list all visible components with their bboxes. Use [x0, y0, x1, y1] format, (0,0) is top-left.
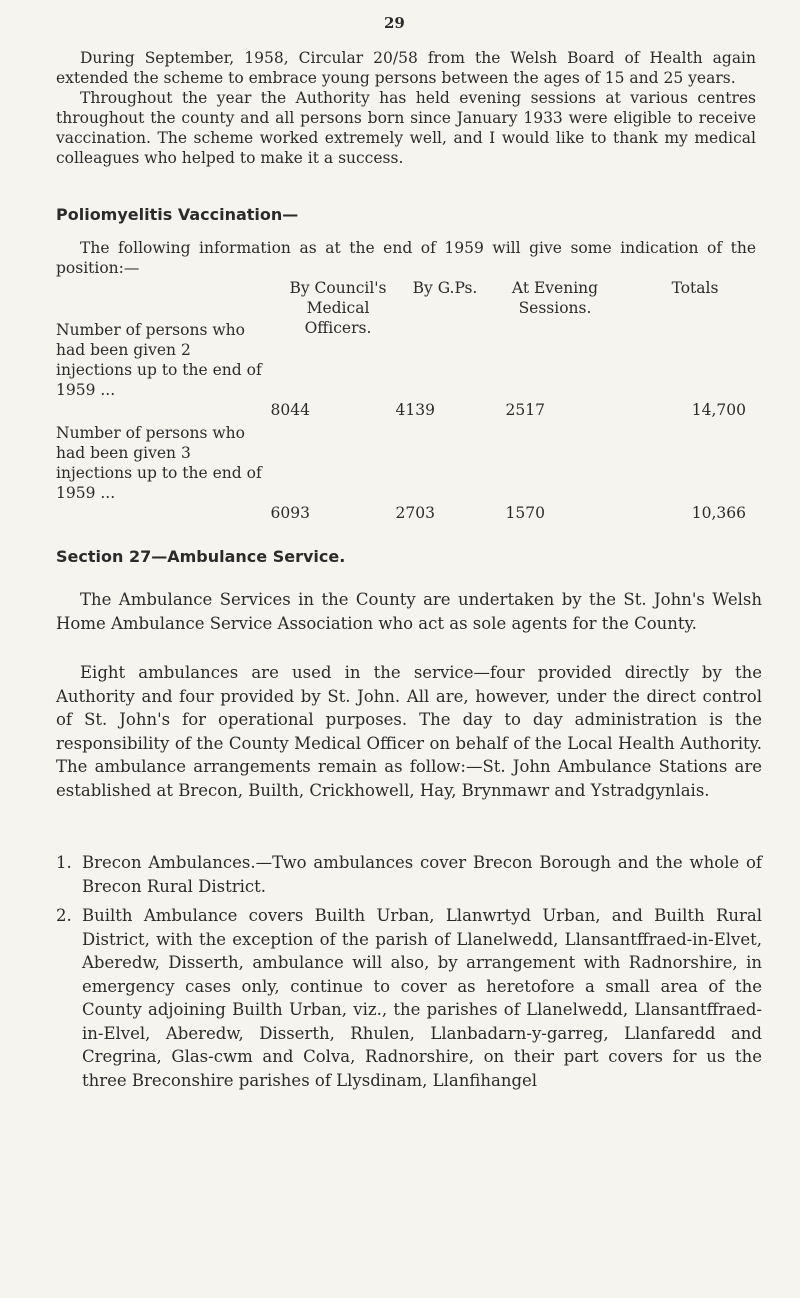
table-cell: 4139	[395, 401, 435, 419]
table-cell: 2517	[505, 401, 545, 419]
list-item-number: 1.	[56, 853, 72, 872]
table-cell: 1570	[505, 504, 545, 522]
table-cell: 2703	[395, 504, 435, 522]
polio-intro: The following information as at the end of 1959 will give some indication of the position:—	[56, 239, 756, 277]
list-item	[56, 904, 762, 1092]
list-item-text: Brecon Ambulances.—Two ambulances cover Brecon Borough and the whole of Brecon Rural District.	[82, 853, 762, 896]
ambulance-paragraph-2: Eight ambulances are used in the service—four provided directly by the Authority and four provided by St. John. All are, however, under the direct control of St. John's for operational purposes. The day to day administration is the responsibility of the County Medical Officer on behalf of the Local Health Authority. The ambulance arrangements remain as follow:—St. John Ambulance Stations are established at Brecon, Builth, Crickhowell, Hay, Brynmawr and Ystradgynlais.	[56, 663, 762, 800]
table-cell: 8044	[270, 401, 310, 419]
intro-paragraph-2: Throughout the year the Authority has held evening sessions at various centres throughout the county and all persons born since January 1933 were eligible to receive vaccination. The scheme worked extremely well, and I would like to thank my medical colleagues who helped to make it a success.	[56, 89, 756, 167]
table-cell: 6093	[270, 504, 310, 522]
list-item-text: Builth Ambulance covers Builth Urban, Llanwrtyd Urban, and Builth Rural District, with the exception of the parish of Llanelwedd, Llansantffraed-in-Elvet, Aberedw, Disserth, ambulance will also, by arrangement with Radnorshire, in emergency cases only, continue to cover as heretofore a small area of the County adjoining Builth Urban, viz., the parishes of Llanelwedd, Llansantffraed-in-Elvel, Aberedw, Disserth, Rhulen, Llanbadarn-y-garreg, Llanfaredd and Cregrina, Glas-cwm and Colva, Radnorshire, on their part covers for us the three Breconshire parishes of Llysdinam, Llanfihangel	[82, 906, 762, 1090]
ambulance-heading: Section 27—Ambulance Service.	[56, 547, 346, 566]
page-number: 29	[384, 14, 405, 32]
list-item	[56, 851, 762, 898]
list-item-number: 2.	[56, 906, 72, 925]
col-header-evening: At Evening Sessions.	[511, 279, 599, 317]
table-cell: 10,366	[691, 504, 746, 522]
ambulance-paragraph-1: The Ambulance Services in the County are undertaken by the St. John's Welsh Home Ambulance Service Association who act as sole agents for the County.	[56, 590, 762, 633]
intro-paragraph-1: During September, 1958, Circular 20/58 from the Welsh Board of Health again extended the scheme to embrace young persons between the ages of 15 and 25 years.	[56, 49, 756, 87]
col-header-council: By Council's Medical Officers.	[289, 279, 387, 337]
col-header-gps: By G.Ps.	[412, 279, 478, 297]
table-row-label: Number of persons who had been given 2 injections up to the end of 1959 ...	[56, 321, 262, 399]
polio-heading: Poliomyelitis Vaccination—	[56, 205, 299, 224]
col-header-totals: Totals	[671, 279, 719, 297]
table-cell: 14,700	[691, 401, 746, 419]
table-row-label: Number of persons who had been given 3 injections up to the end of 1959 ...	[56, 424, 262, 502]
